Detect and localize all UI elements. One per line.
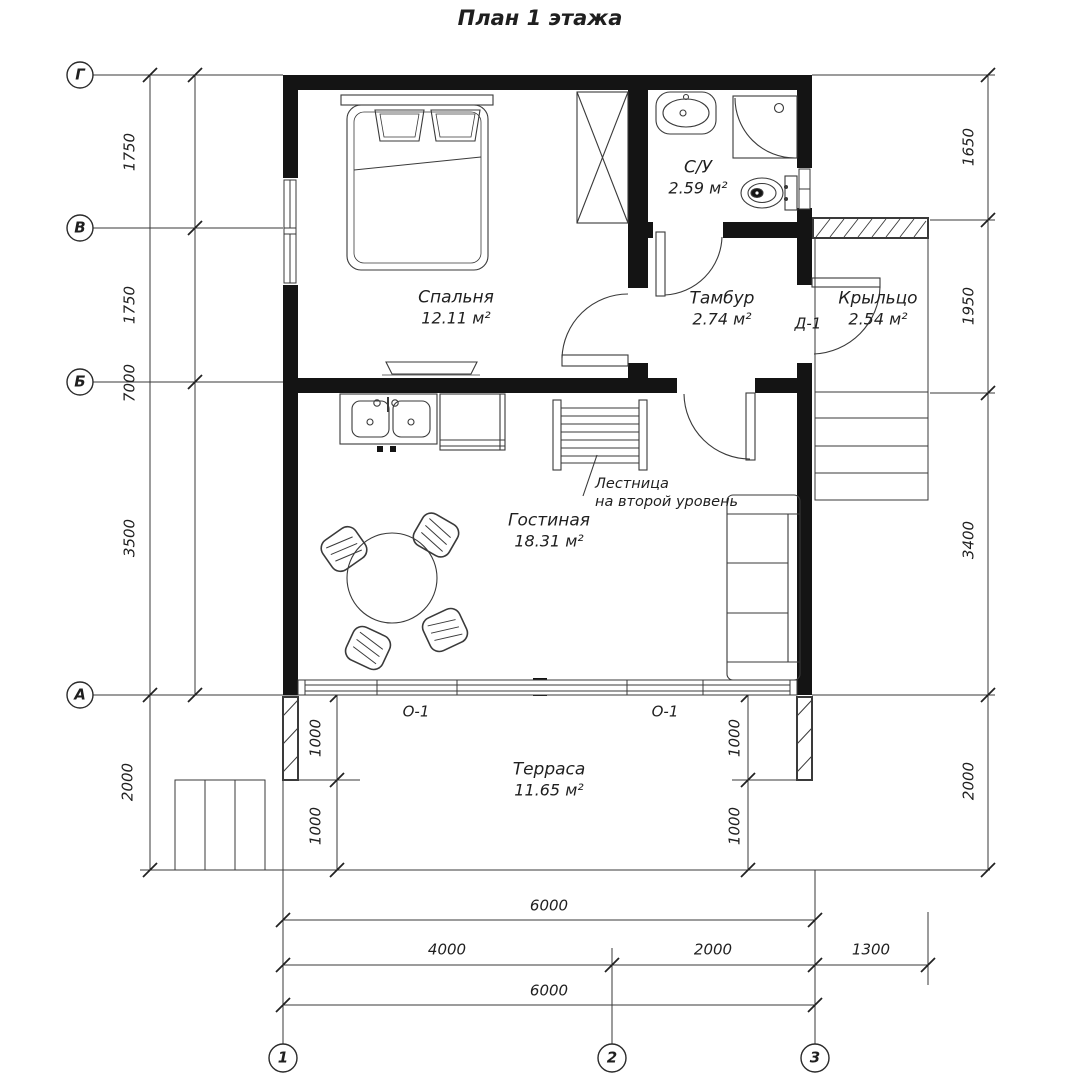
chair <box>342 623 393 673</box>
room-area: 12.11 м² <box>421 308 491 328</box>
room-name: Тамбур <box>689 288 755 309</box>
room-area: 11.65 м² <box>514 780 584 800</box>
axis-row-a: А <box>74 685 86 704</box>
bedroom-window <box>284 180 296 283</box>
window-mark-o1-left: О-1 <box>402 702 430 721</box>
room-label-porch <box>838 288 917 329</box>
dim-left-1750b: 1750 <box>120 285 139 325</box>
terrace <box>175 697 812 870</box>
terrace-post-right <box>797 697 812 780</box>
dim-right-2000: 2000 <box>959 761 978 801</box>
dim-left-1750a: 1750 <box>120 132 139 172</box>
dim-bottom-4000: 4000 <box>427 940 467 959</box>
dim-bottom-2000: 2000 <box>693 940 733 959</box>
room-name: Гостиная <box>508 510 590 531</box>
axis-row-g: Г <box>75 65 85 84</box>
axis-col-1: 1 <box>277 1048 289 1067</box>
kitchen-sink-unit <box>340 394 437 452</box>
walls <box>283 75 812 696</box>
room-area: 18.31 м² <box>514 531 584 551</box>
windows <box>284 169 810 695</box>
dim-terrace-1000-lb: 1000 <box>306 806 325 846</box>
bathroom-window <box>799 169 810 209</box>
terrace-entry-steps <box>175 780 265 870</box>
room-name: Крыльцо <box>838 288 918 309</box>
page-title: План 1 этажа <box>457 5 623 30</box>
room-area: 2.74 м² <box>692 309 752 329</box>
sink <box>656 92 716 134</box>
room-name: С/У <box>684 157 712 178</box>
dim-right-1950: 1950 <box>959 286 978 326</box>
bedroom-door <box>562 294 628 366</box>
dim-left-3500: 3500 <box>120 518 139 558</box>
stairs-note-line2: на второй уровень <box>595 494 739 511</box>
room-label-hall <box>690 288 755 329</box>
sofa <box>727 495 800 680</box>
axis-row-v: В <box>74 218 86 237</box>
room-label-bedroom <box>418 287 494 328</box>
room-label-terrace <box>513 759 586 800</box>
dim-right-1650: 1650 <box>959 127 978 167</box>
dim-terrace-1000-rt: 1000 <box>725 718 744 758</box>
axis-col-3: 3 <box>809 1048 821 1067</box>
stairs-note <box>595 475 738 511</box>
bathroom-door <box>656 232 722 296</box>
doors <box>562 232 880 460</box>
porch-steps <box>815 238 928 500</box>
terrace-window-band <box>298 680 797 695</box>
dim-left-2000: 2000 <box>118 762 137 802</box>
door-mark-d1: Д-1 <box>794 314 822 333</box>
dim-bottom-6000a: 6000 <box>529 896 569 915</box>
living-room-door <box>684 393 755 460</box>
room-area: 2.59 м² <box>668 178 728 198</box>
kitchen-counter <box>440 394 505 450</box>
stairs-note-line1: Лестница <box>595 476 669 492</box>
shower <box>733 96 797 158</box>
room-label-living <box>508 510 590 551</box>
dim-left-7000: 7000 <box>120 363 139 403</box>
terrace-post-left <box>283 697 298 780</box>
room-label-bathroom <box>668 157 727 198</box>
window-mark-o1-right: О-1 <box>651 702 679 721</box>
toilet <box>741 176 797 210</box>
chair <box>317 523 370 575</box>
wardrobe <box>577 92 628 223</box>
dim-bottom-6000b: 6000 <box>529 981 569 1000</box>
bedroom-furniture <box>341 92 628 375</box>
tv-console <box>382 362 480 375</box>
room-area: 2.54 м² <box>848 309 908 329</box>
dining-table <box>347 533 437 623</box>
porch <box>813 218 928 500</box>
axis-col-2: 2 <box>606 1048 618 1067</box>
chair <box>419 605 470 655</box>
chair <box>410 509 463 560</box>
room-name: Терраса <box>512 759 586 780</box>
dim-terrace-1000-lt: 1000 <box>306 718 325 758</box>
dim-bottom-1300: 1300 <box>851 940 891 959</box>
kitchen <box>340 394 505 452</box>
dim-right-3400: 3400 <box>959 520 978 560</box>
porch-canopy-hatch <box>816 219 926 237</box>
dim-terrace-1000-rb: 1000 <box>725 806 744 846</box>
room-name: Спальня <box>418 287 494 308</box>
axis-row-b: Б <box>74 372 86 391</box>
bed <box>341 95 493 270</box>
